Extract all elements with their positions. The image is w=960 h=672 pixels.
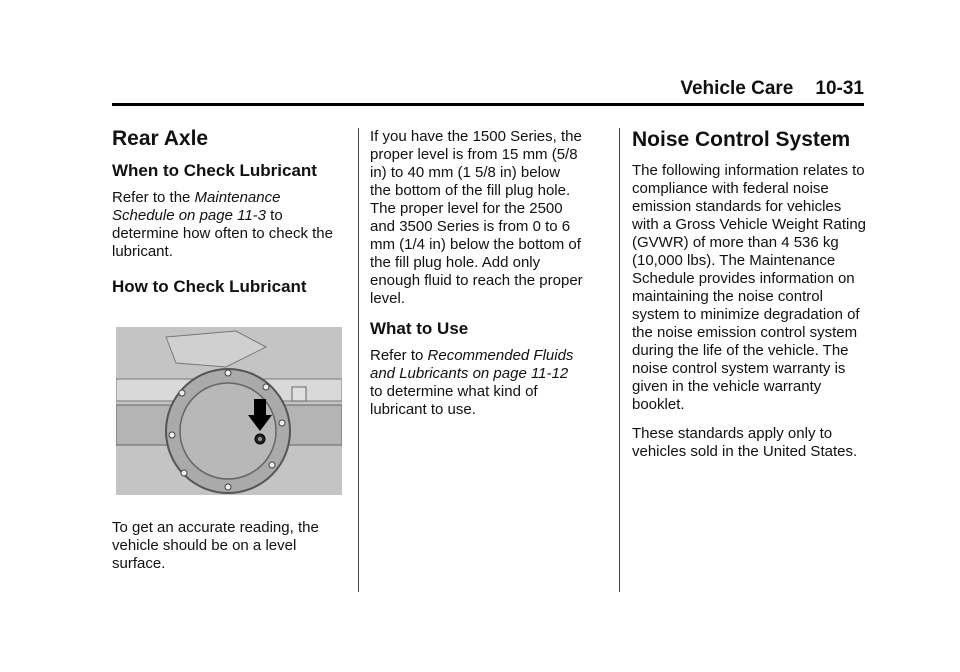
noise-control-text: The following information relates to compliance with federal noise emission standards for vehicles with a Gross Vehicle Weight Rating (GVWR) of more than 4 536 kg (10,000 lbs). The Maintenance Schedule provides information on maintaining the noise control system to minimize degradation of the noise emission control system during the life of the vehicle. The noise control system warranty is given in the vehicle warranty booklet.: [632, 162, 867, 413]
fluid-level-text: If you have the 1500 Series, the proper level is from 15 mm (5/8 in) to 40 mm (1 5/8 in) below the bottom of the fill plug hole. The proper level for the 2500 and 3500 Series is from 0 to 6 mm (1/4 in) below the bottom of the fill plug hole. Add only enough fluid to reach the proper level.: [370, 128, 583, 307]
column-divider-2: [619, 128, 620, 592]
differential-diagram: [116, 327, 342, 495]
noise-control-heading: Noise Control System: [632, 128, 851, 151]
standards-text: These standards apply only to vehicles sold in the United States.: [632, 425, 858, 460]
when-to-check-text: Refer to the Maintenance Schedule on page 11-3 to determine how often to check the lubricant.: [112, 189, 333, 260]
header-rule: [112, 103, 864, 106]
column-divider-1: [358, 128, 359, 592]
column-3: [632, 128, 872, 472]
section-title: Vehicle Care: [680, 78, 794, 99]
page-header: [660, 78, 864, 100]
column-1: [112, 127, 344, 584]
page-number: 10-31: [815, 78, 864, 99]
recommended-fluids-link[interactable]: Recommended Fluids and Lubricants on page 11-12: [370, 347, 574, 382]
when-to-check-heading: When to Check Lubricant: [112, 161, 317, 180]
figure-caption: To get an accurate reading, the vehicle should be on a level surface.: [112, 519, 319, 572]
what-to-use-heading: What to Use: [370, 319, 469, 338]
rear-axle-heading: Rear Axle: [112, 127, 209, 150]
column-2: [370, 128, 584, 430]
what-to-use-text: Refer to Recommended Fluids and Lubricants on page 11-12 to determine what kind of lubricant to use.: [370, 347, 574, 418]
maintenance-schedule-link[interactable]: Maintenance Schedule on page 11-3: [112, 189, 281, 224]
rear-axle-illustration: [116, 327, 342, 495]
how-to-check-heading: How to Check Lubricant: [112, 277, 307, 296]
